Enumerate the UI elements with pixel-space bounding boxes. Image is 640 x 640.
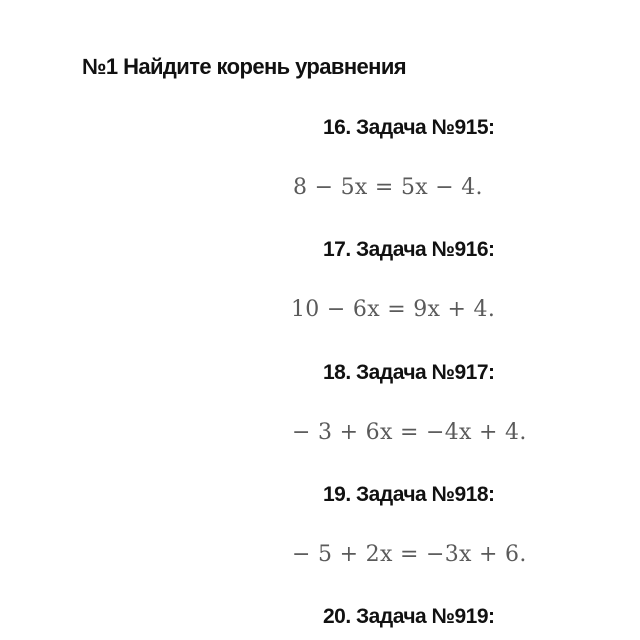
task-title: 16. Задача №915:	[323, 116, 495, 139]
task-title: 18. Задача №917:	[323, 361, 495, 384]
equation: − 3 + 6x = −4x + 4.	[292, 420, 527, 445]
equation: − 5 + 2x = −3x + 6.	[292, 542, 527, 567]
equation: 8 − 5x = 5x − 4.	[293, 175, 483, 200]
equation: 10 − 6x = 9x + 4.	[291, 297, 496, 322]
exercise-heading: №1 Найдите корень уравнения	[82, 54, 407, 79]
task-title: 17. Задача №916:	[323, 238, 495, 261]
task-title: 19. Задача №918:	[323, 483, 495, 506]
task-title: 20. Задача №919:	[323, 605, 495, 628]
